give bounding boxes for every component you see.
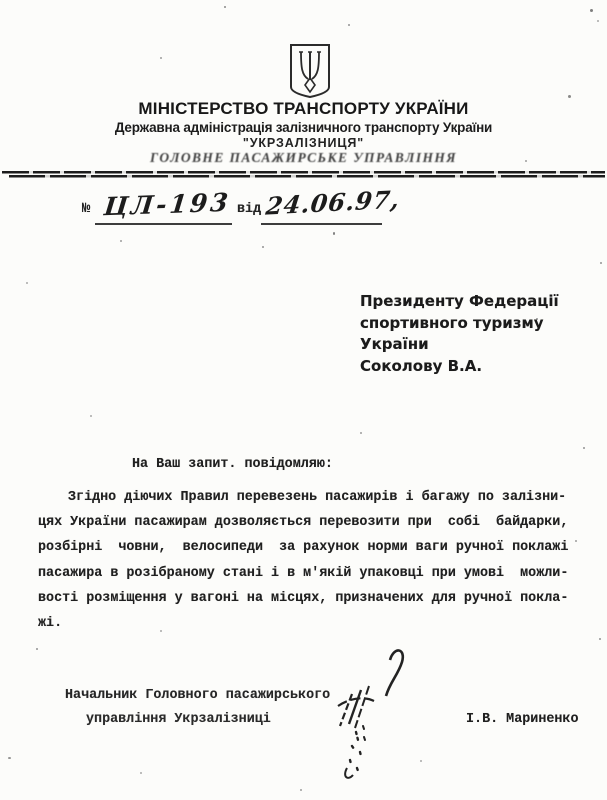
recipient-block	[360, 291, 559, 377]
signer-title-line1: Начальник Головного пасажирського	[65, 688, 331, 703]
signer-title-line2: управління Укрзалізниці	[86, 712, 271, 727]
department-name: ГОЛОВНЕ ПАСАЖИРСЬКЕ УПРАВЛІННЯ	[150, 150, 457, 165]
body-line: вості розміщення у вагоні на місцях, призначених для ручної покла-	[38, 590, 569, 606]
body-line: жі.	[38, 616, 63, 632]
recipient-line: Президенту Федерації	[360, 292, 559, 310]
ref-number-label: №	[82, 201, 91, 217]
handwritten-signature	[328, 640, 423, 785]
ref-number-value: ЦЛ-193	[102, 187, 233, 222]
body-paragraph	[38, 485, 568, 636]
recipient-line: України	[360, 335, 429, 354]
ref-date-label: від	[237, 202, 262, 217]
body-line: Згідно діючих Правил перевезень пасажирів і багажу по залізни-	[68, 490, 567, 505]
signer-name: І.В. Мариненко	[466, 712, 579, 727]
recipient-line: Соколову В.А.	[360, 356, 483, 375]
body-line: цях України пасажирам дозволяється перевозити при собі байдарки,	[38, 515, 569, 531]
letterhead-divider	[2, 171, 605, 178]
body-line: пасажира в розібраному стані і в м'якій упаковці при умові можли-	[38, 565, 569, 581]
recipient-line: спортивного туризму	[360, 313, 544, 332]
ref-date-value: 24.06.97,	[264, 184, 402, 221]
company-name: "УКРЗАЛІЗНИЦЯ"	[242, 136, 365, 150]
administration-name: Державна адміністрація залізничного транспорту України	[114, 120, 493, 135]
ministry-name: МІНІСТЕРСТВО ТРАНСПОРТУ УКРАЇНИ	[138, 99, 469, 118]
ukraine-trident-emblem-icon	[288, 42, 332, 100]
body-line: розбірні човни, велосипеди за рахунок норми ваги ручної поклажі	[38, 540, 569, 556]
salutation: На Ваш запит. повідомляю:	[132, 457, 333, 472]
